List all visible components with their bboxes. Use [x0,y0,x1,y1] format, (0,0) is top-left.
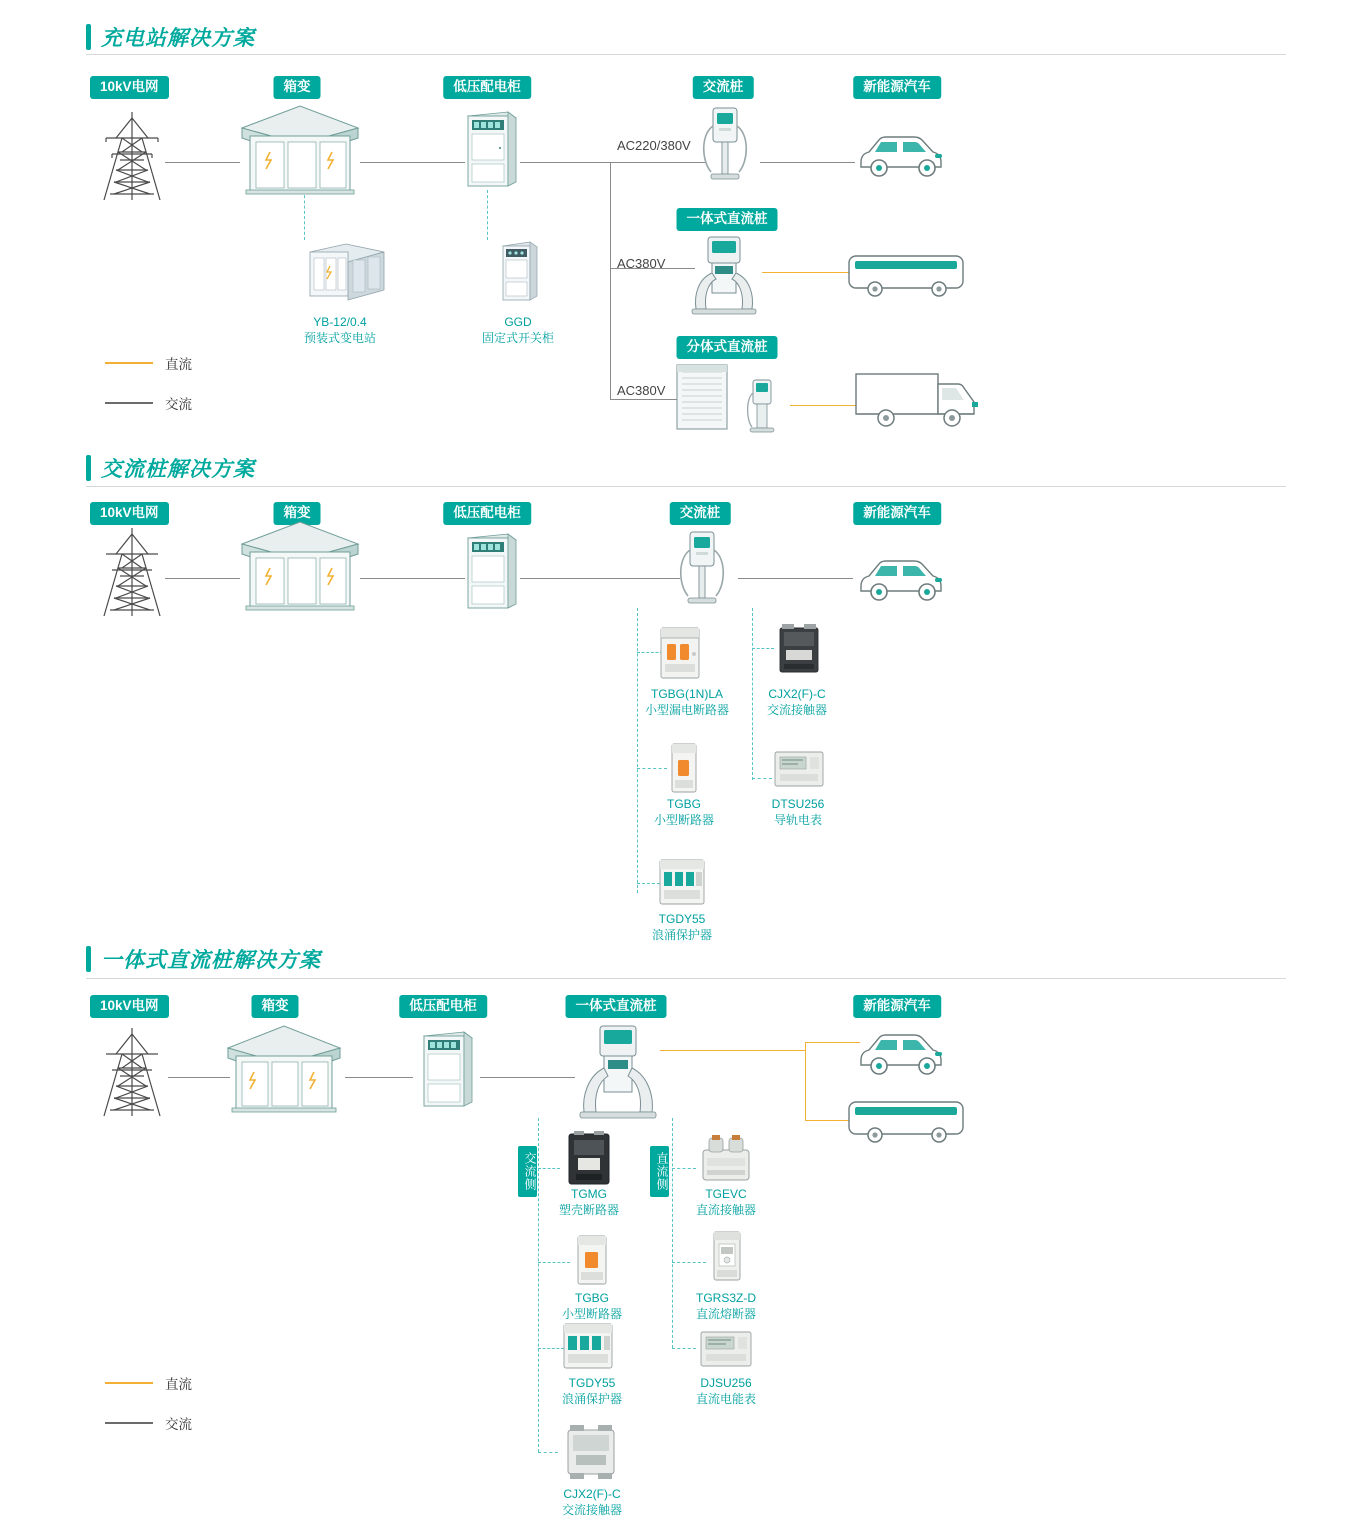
legend-label-ac: 交流 [165,1417,192,1432]
legend-row-ac [105,392,192,414]
node-label-ac-pile: 交流桩 [670,502,731,525]
side-label-ac-side: 交流侧 [518,1146,537,1197]
connector-vehicle-bus-dc [805,1042,806,1120]
connector-grid-to-box-3 [168,1077,230,1078]
lv-cabinet-icon [420,1028,476,1110]
caption-tgbg1nla: TGBG(1N)LA 小型漏电断路器 [644,687,730,718]
caption-ggd-cabinet: GGD 固定式开关柜 [481,315,555,346]
connector-to-car-dc [805,1042,860,1043]
dashed-branch-cjx2fc-3 [538,1452,558,1453]
node-label-integrated-dc: 一体式直流桩 [677,208,778,231]
split-dc-pile-icon [742,378,782,436]
caption-tgmg: TGMG 塑壳断路器 [558,1187,620,1218]
dashed-cabinet-to-ggd [487,190,488,240]
node-label-integrated-dc: 一体式直流桩 [566,995,667,1018]
section-divider [86,54,1286,55]
node-label-grid: 10kV电网 [90,76,169,99]
dashed-trunk-left-2 [637,608,638,893]
section-header-charging-station [86,20,255,54]
ev-bus-icon [845,1098,967,1146]
mccb-icon [564,1130,614,1188]
dashed-branch-tgevc [672,1168,696,1169]
legend-label-ac: 交流 [165,397,192,412]
caption-tgrs3zd: TGRS3Z-D 直流熔断器 [695,1291,757,1322]
node-label-ev: 新能源汽车 [853,502,941,525]
section-accent-bar [86,24,91,50]
ac-contactor-icon [560,1422,622,1482]
dashed-branch-tgrs3zd [672,1262,706,1263]
node-label-ev: 新能源汽车 [853,76,941,99]
legend-swatch-dc [105,1382,153,1384]
integrated-dc-pile-icon [686,233,762,317]
connector-grid-to-box-2 [165,578,240,579]
connector-box-to-cabinet-3 [345,1077,413,1078]
connector-split-to-truck-dc [790,405,858,406]
dashed-branch-dtsu256 [752,778,772,779]
dashed-branch-cjx2fc [752,648,774,649]
dashed-branch-djsu256 [672,1348,696,1349]
section-title: 充电站解决方案 [101,27,255,50]
legend-label-dc: 直流 [165,1377,192,1392]
legend-label-dc: 直流 [165,357,192,372]
dc-fuse-icon [708,1228,746,1284]
dashed-trunk-dc-3 [672,1118,673,1348]
section-title: 一体式直流桩解决方案 [101,949,321,972]
ac-charging-pile-icon [672,528,732,608]
dashed-branch-tgbg [637,768,667,769]
section-header-ac-pile-solution [86,451,255,485]
spd-icon [656,856,708,908]
mcb-icon [572,1232,612,1288]
box-substation-icon [222,1020,346,1120]
lv-cabinet-icon [464,108,520,190]
lv-cabinet-icon [464,530,520,612]
node-label-box-substation: 箱变 [274,502,321,525]
ac-contactor-icon [774,622,824,678]
yb-substation-icon [306,240,388,304]
voltage-label-ac220-380: AC220/380V [617,138,691,153]
ev-car-icon [855,124,951,180]
node-label-lv-cabinet: 低压配电柜 [399,995,487,1018]
integrated-dc-pile-icon [574,1022,662,1122]
legend-row-dc [105,352,192,374]
caption-yb-substation: YB-12/0.4 预装式变电站 [303,315,377,346]
legend-swatch-ac [105,1422,153,1424]
dc-energy-meter-icon [698,1328,754,1370]
legend-row-ac [105,1412,192,1434]
connector-bus-to-split [610,399,680,400]
section-accent-bar [86,946,91,972]
caption-tgevc: TGEVC 直流接触器 [695,1187,757,1218]
section-accent-bar [86,455,91,481]
dashed-trunk-right-2 [752,608,753,780]
connector-box-to-cabinet-2 [360,578,465,579]
ev-bus-icon [845,252,967,300]
caption-tgdy55: TGDY55 浪涌保护器 [651,912,713,943]
ev-car-icon [855,548,951,604]
node-label-grid: 10kV电网 [90,995,169,1018]
connector-acpile-to-ev [760,162,855,163]
legend-section-1 [105,352,192,432]
ev-car-icon [855,1022,951,1078]
ac-charging-pile-icon [695,104,755,184]
caption-tgdy55-3: TGDY55 浪涌保护器 [561,1376,623,1407]
ev-truck-icon [852,370,986,432]
legend-row-dc [105,1372,192,1394]
caption-tgbg: TGBG 小型断路器 [653,797,715,828]
node-label-grid: 10kV电网 [90,502,169,525]
legend-swatch-ac [105,402,153,404]
legend-swatch-dc [105,362,153,364]
rcbo-icon [656,624,704,682]
connector-bus-vertical [610,162,611,399]
split-dc-cabinet-icon [674,362,730,434]
connector-cabinet-to-pile-2 [520,578,680,579]
connector-grid-to-box [165,162,240,163]
box-substation-icon [236,516,364,618]
power-pylon-icon [92,108,172,204]
node-label-lv-cabinet: 低压配电柜 [443,76,531,99]
node-label-ac-pile: 交流桩 [693,76,754,99]
section-title: 交流桩解决方案 [101,458,255,481]
box-substation-icon [236,100,364,202]
side-label-dc-side: 直流侧 [650,1146,669,1197]
node-label-box-substation: 箱变 [252,995,299,1018]
caption-cjx2fc-3: CJX2(F)-C 交流接触器 [561,1487,623,1518]
node-label-lv-cabinet: 低压配电柜 [443,502,531,525]
dashed-branch-tgbg-3 [538,1262,570,1263]
ggd-cabinet-icon [500,240,540,304]
connector-to-bus-dc [805,1120,850,1121]
power-pylon-icon [92,1024,172,1120]
node-label-split-dc: 分体式直流桩 [677,336,778,359]
power-pylon-icon [92,524,172,620]
section-header-integrated-dc-solution [86,942,321,976]
caption-djsu256: DJSU256 直流电能表 [695,1376,757,1407]
legend-section-3 [105,1372,192,1452]
node-label-box-substation: 箱变 [274,76,321,99]
voltage-label-ac380-1: AC380V [617,256,666,271]
spd-icon [560,1320,616,1372]
voltage-label-ac380-2: AC380V [617,383,666,398]
section-divider [86,486,1286,487]
caption-tgbg-3: TGBG 小型断路器 [561,1291,623,1322]
caption-cjx2fc: CJX2(F)-C 交流接触器 [766,687,828,718]
node-label-ev: 新能源汽车 [853,995,941,1018]
din-rail-meter-icon [772,748,826,790]
mcb-icon [666,740,702,796]
connector-pile-to-vehicles-dc [660,1050,805,1051]
caption-dtsu256: DTSU256 导轨电表 [771,797,825,828]
dashed-branch-tgmg [538,1168,560,1169]
dc-contactor-icon [697,1134,755,1186]
connector-cabinet-to-bus [520,162,705,163]
connector-pile-to-ev-2 [738,578,853,579]
connector-cabinet-to-pile-3 [480,1077,575,1078]
connector-box-to-cabinet [360,162,465,163]
section-divider [86,978,1286,979]
